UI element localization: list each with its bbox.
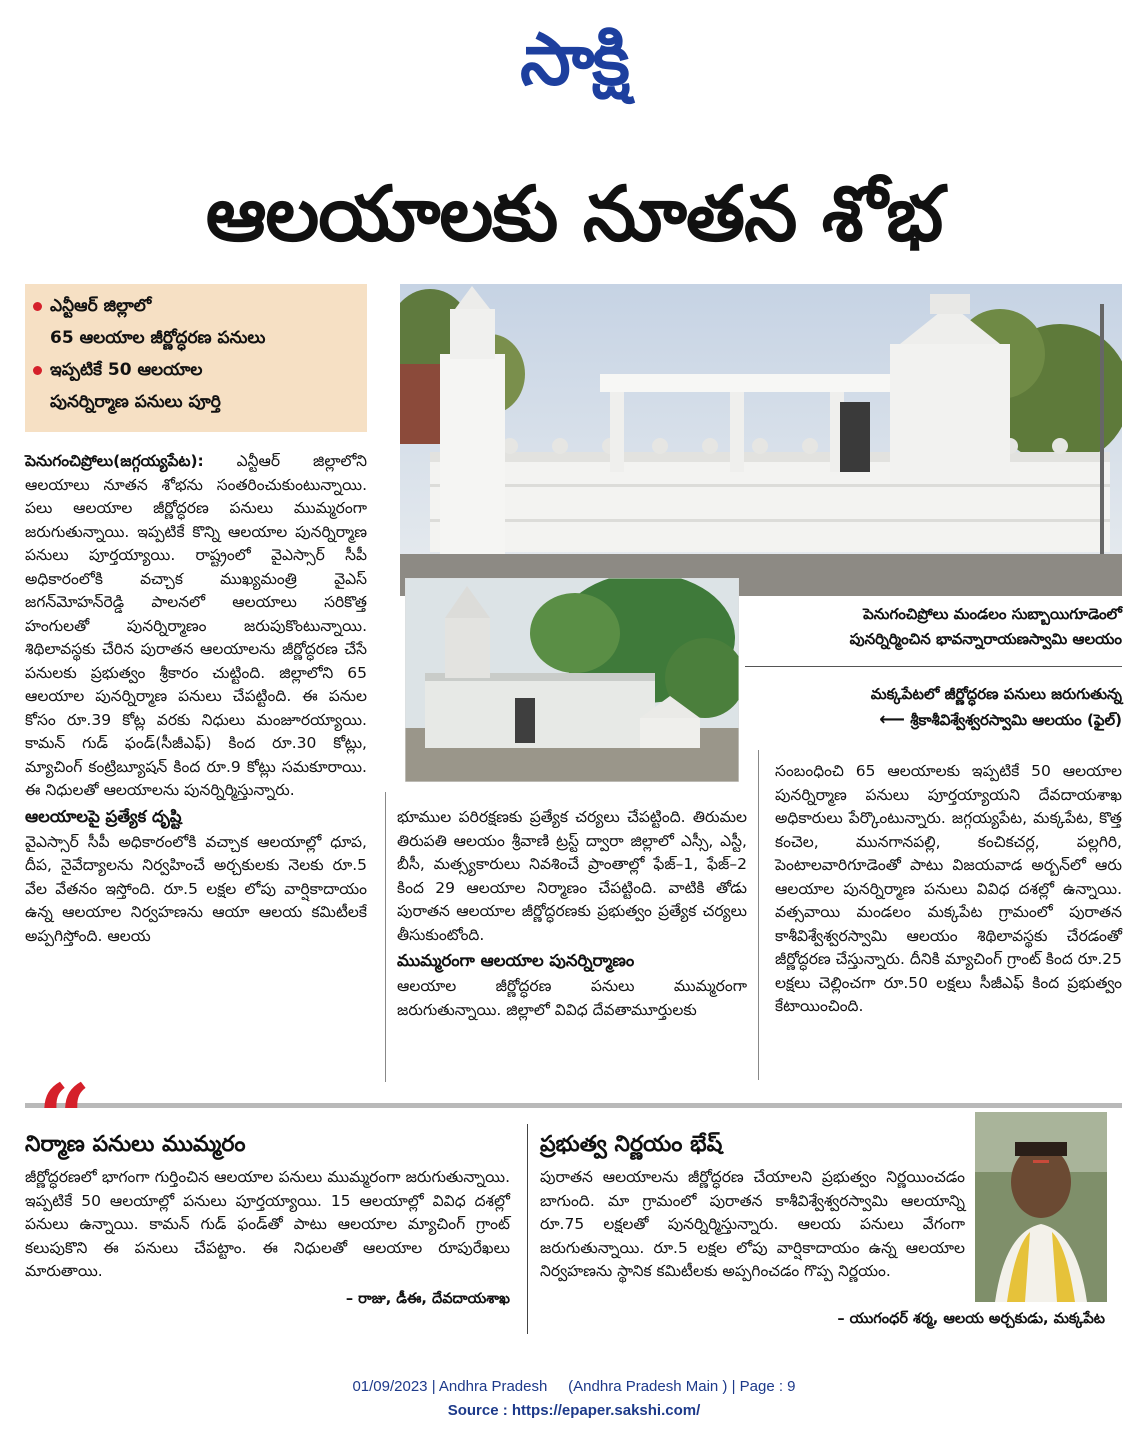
highlights-box xyxy=(25,284,367,432)
temple-illustration xyxy=(400,284,1122,596)
bullet-icon xyxy=(33,302,42,311)
highlight-item xyxy=(33,290,359,322)
small-photo-caption xyxy=(745,682,1122,733)
subheading: ముమ్మరంగా ఆలయాల పునర్నిర్మాణం xyxy=(397,951,635,970)
box-separator xyxy=(527,1124,528,1334)
caption-line: పునర్నిర్మించిన భావన్నారాయణస్వామి ఆలయం xyxy=(849,630,1122,648)
column-rule xyxy=(758,750,759,1080)
quote-body: జీర్ణోద్ధరణలో భాగంగా గుర్తించిన ఆలయాల పనులు ముమ్మరంగా జరుగుతున్నాయి. ఇప్పటికే 50 ఆలయాల్లో పనులు పూర్తయ్యాయి. 15 ఆలయాల్లో వివిధ దశల్లో పనులు ఉన్నాయి. కామన్ గుడ్ ఫండ్‌తో పాటు ఆలయాల మ్యాచింగ్ గ్రాంట్ కలుపుకొని ఈ పనులు చేపట్టాం. ఈ నిధులతో ఆలయాల రూపురేఖలు మారుతాయి. xyxy=(25,1168,510,1280)
dateline: పెనుగంచిప్రోలు(జగ్గయ్యపేట): xyxy=(25,452,204,470)
article-column-3 xyxy=(775,760,1122,1019)
portrait-illustration xyxy=(975,1112,1107,1302)
highlight-item-cont xyxy=(33,322,359,354)
article-paragraph: ఆలయాల జీర్ణోద్ధరణ పనులు ముమ్మరంగా జరుగుతున్నాయి. జిల్లాలో వివిధ దేవతామూర్తులకు xyxy=(397,977,747,1019)
column-rule xyxy=(385,792,386,1082)
quote-box-priest xyxy=(540,1130,965,1284)
bullet-icon xyxy=(33,366,42,375)
quote-attribution: – రాజు, డీఈ, దేవదాయశాఖ xyxy=(345,1290,510,1307)
article-column-2 xyxy=(397,806,747,1022)
highlight-item xyxy=(33,354,359,386)
priest-portrait xyxy=(975,1112,1107,1302)
main-temple-photo xyxy=(400,284,1122,596)
section-divider xyxy=(25,1103,1122,1108)
quote-heading: నిర్మాణ పనులు ముమ్మరం xyxy=(25,1132,246,1157)
quote-heading: ప్రభుత్వ నిర్ణయం భేష్ xyxy=(540,1132,723,1157)
highlight-line: ఇప్పటికే 50 ఆలయాల xyxy=(50,360,203,380)
highlight-item-cont xyxy=(33,386,359,418)
highlight-line: 65 ఆలయాల జీర్ణోద్ధరణ పనులు xyxy=(50,328,266,348)
footer-source-link[interactable]: Source : https://epaper.sakshi.com/ xyxy=(447,1402,701,1419)
article-paragraph: సంబంధించి 65 ఆలయాలకు ఇప్పటికే 50 ఆలయాల పునర్నిర్మాణ పనులు పూర్తయ్యాయని దేవదాయశాఖ అధికారులు పేర్కొంటున్నారు. జగ్గయ్యపేట, మక్కపేట, కొత్త కంచెల, మునగానపల్లి, కంచికచర్ల, పల్లగిరి, పెంటాలవారిగూడెంతో పాటు విజయవాడ అర్బన్‌లో ఆరు ఆలయాల పునర్నిర్మాణ పనులు వివిధ దశల్లో ఉన్నాయి. వత్సవాయి మండలం మక్కపేట గ్రామంలో పురాతన కాశీవిశ్వేశ్వరస్వామి ఆలయం శిథిలావస్థకు చేరడంతో జీర్ణోద్ధరణ చేస్తున్నారు. దీనికి మ్యాచింగ్ గ్రాంట్ కింద రూ.25 లక్షలు చెల్లించగా రూ.50 లక్షలు సీజీఎఫ్ కింద ప్రభుత్వం కేటాయించింది. xyxy=(775,762,1122,1015)
article-column-1 xyxy=(25,450,367,948)
main-photo-caption xyxy=(745,602,1122,652)
page-headline: ఆలయాలకు నూతన శోభ xyxy=(205,169,943,258)
quote-body: పురాతన ఆలయాలను జీర్ణోద్ధరణ చేయాలని ప్రభుత్వం నిర్ణయించడం బాగుంది. మా గ్రామంలో పురాతన కాశీవిశ్వేశ్వరస్వామి ఆలయాన్ని రూ.75 లక్షలతో పునర్నిర్మిస్తున్నారు. ఆలయ పనులు వేగంగా జరుగుతున్నాయి. రూ.5 లక్షల లోపు వార్షికాదాయం ఉన్న ఆలయాల నిర్వహణను స్థానిక కమిటీలకు అప్పగించడం గొప్ప నిర్ణయం. xyxy=(540,1168,965,1280)
caption-line: పెనుగంచిప్రోలు మండలం సుబ్బాయిగూడెంలో xyxy=(863,605,1122,623)
caption-line-wrap xyxy=(745,707,1122,733)
arrow-left-icon: ⟵ xyxy=(879,709,905,730)
article-paragraph: వైఎస్సార్ సీపీ అధికారంలోకి వచ్చాక ఆలయాల్లో ధూప, దీప, నైవేద్యాలను నిర్వహించే అర్చకులకు నెలకు రూ.5 వేల వేతనం ఇస్తోంది. రూ.5 లక్షల లోపు వార్షికాదాయం ఉన్న ఆలయాల నిర్వహణను ఆయా ఆలయ కమిటీలకే అప్పగిస్తోంది. ఆలయ xyxy=(25,832,367,945)
quote-attribution: – యుగంధర్ శర్మ, ఆలయ అర్చకుడు, మక్కపేట xyxy=(837,1311,1105,1327)
footer-edition-info: 01/09/2023 | Andhra Pradesh (Andhra Pradesh Main ) | Page : 9 xyxy=(352,1378,796,1395)
highlight-line: ఎన్టీఆర్ జిల్లాలో xyxy=(50,296,152,316)
caption-line: శ్రీకాశీవిశ్వేశ్వరస్వామి ఆలయం (ఫైల్) xyxy=(910,711,1122,729)
small-temple-illustration xyxy=(405,578,739,782)
caption-line: మక్కపేటలో జీర్ణోద్ధరణ పనులు జరుగుతున్న xyxy=(870,685,1122,703)
page-footer xyxy=(0,1375,1148,1423)
masthead-logo: సాక్షి xyxy=(520,17,628,101)
paragraph-text: ఎన్టీఆర్ జిల్లాలోని ఆలయాలు నూతన శోభను సంతరించుకుంటున్నాయి. పలు ఆలయాల జీర్ణోద్ధరణ పనులు ముమ్మరంగా జరుగుతున్నాయి. ఇప్పటికే కొన్ని ఆలయాల పునర్నిర్మాణ పనులు పూర్తయ్యాయి. రాష్ట్రంలో వైఎస్సార్ సీపీ అధికారంలోకి వచ్చాక ముఖ్యమంత్రి వైఎస్ జగన్‌మోహన్‌రెడ్డి పాలనలో ఆలయాలు సరికొత్త హంగులతో పునర్నిర్మాణం జరుపుకొంటున్నాయి. శిథిలావస్థకు చేరిన పురాతన ఆలయాలను జీర్ణోద్ధరణ చేసే పనులకు ప్రభుత్వం శ్రీకారం చుట్టింది. జిల్లాలోని 65 ఆలయాల పునర్నిర్మాణ పనులు చేపట్టింది. ఈ పనుల కోసం రూ.39 కోట్ల వరకు నిధులు మంజూరయ్యాయి. కామన్ గుడ్ ఫండ్(సీజీఎఫ్) కింద రూ.30 కోట్లు, మ్యాచింగ్ కంట్రిబ్యూషన్ కింద రూ.9 కోట్లు సమకూరాయి. ఈ నిధులతో ఆలయాలను పునర్నిర్మిస్తున్నారు. xyxy=(25,452,367,799)
caption-divider xyxy=(745,666,1122,667)
article-paragraph xyxy=(25,450,367,803)
article-paragraph: భూముల పరిరక్షణకు ప్రత్యేక చర్యలు చేపట్టింది. తిరుమల తిరుపతి ఆలయం శ్రీవాణి ట్రస్ట్ ద్వారా జిల్లాలో ఎస్సీ, ఎస్టీ, బీసీ, మత్స్యకారులు నివశించే ప్రాంతాల్లో ఫేజ్–1, ఫేజ్–2 కింద 29 ఆలయాల నిర్మాణం చేపట్టింది. వాటికి తోడు పురాతన ఆలయాల జీర్ణోద్ధరణకు ప్రభుత్వం ప్రత్యేక చర్యలు తీసుకుంటోంది. xyxy=(397,808,747,944)
subheading: ఆలయాలపై ప్రత్యేక దృష్టి xyxy=(25,806,182,826)
quote-box-official xyxy=(25,1130,510,1310)
quote-icon: “ xyxy=(38,1064,91,1172)
small-temple-photo xyxy=(405,578,739,782)
highlight-line: పునర్నిర్మాణ పనులు పూర్తి xyxy=(50,392,221,412)
